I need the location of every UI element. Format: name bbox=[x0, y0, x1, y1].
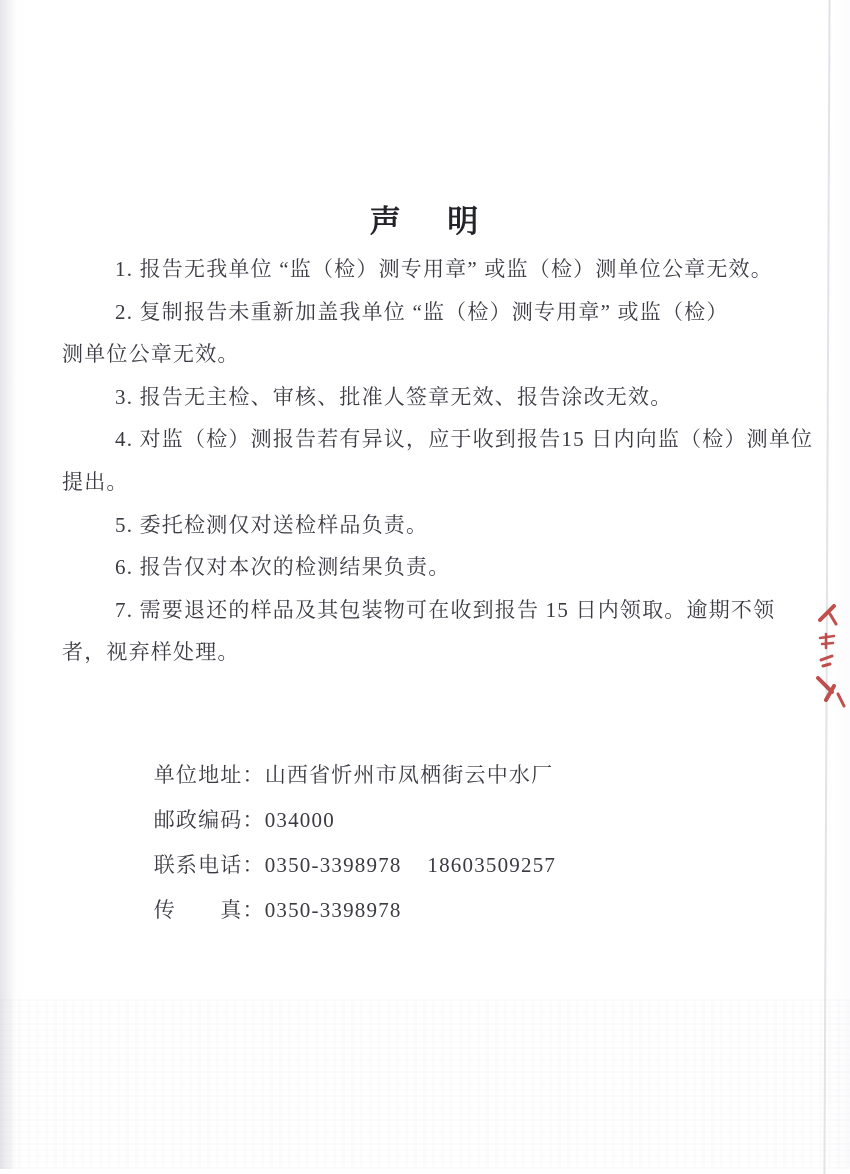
declaration-item-3: 3. 报告无主检、审核、批准人签章无效、报告涂改无效。 bbox=[115, 384, 673, 409]
declaration-item-2-cont: 测单位公章无效。 bbox=[62, 342, 240, 367]
scan-left-shadow bbox=[0, 0, 16, 1169]
contact-info bbox=[115, 708, 557, 922]
fax-label: 传 真： bbox=[153, 898, 265, 922]
address-label: 单位地址： bbox=[153, 763, 265, 787]
declaration-item-6: 6. 报告仅对本次的检测结果负责。 bbox=[115, 555, 451, 580]
declaration-item-5: 5. 委托检测仅对送检样品负责。 bbox=[115, 512, 429, 537]
declaration-item-7-cont: 者，视弃样处理。 bbox=[62, 640, 240, 665]
paper-edge-line bbox=[823, 0, 830, 1174]
declaration-item-7: 7. 需要退还的样品及其包装物可在收到报告 15 日内领取。逾期不领 bbox=[115, 597, 776, 622]
declaration-item-4: 4. 对监（检）测报告若有异议，应于收到报告15 日内向监（检）测单位 bbox=[115, 427, 814, 452]
fax-value: 0350-3398978 bbox=[264, 898, 402, 922]
phone-label: 联系电话： bbox=[153, 853, 265, 877]
declaration-body bbox=[62, 248, 814, 674]
page-title: 声 明 bbox=[369, 204, 481, 239]
declaration-item-4-cont: 提出。 bbox=[62, 469, 129, 494]
declaration-item-2: 2. 复制报告未重新加盖我单位 “监（检）测专用章” 或监（检） bbox=[115, 299, 729, 324]
address-value: 山西省忻州市凤栖街云中水厂 bbox=[264, 763, 554, 787]
postcode-label: 邮政编码： bbox=[153, 808, 265, 832]
declaration-item-1: 1. 报告无我单位 “监（检）测专用章” 或监（检）测单位公章无效。 bbox=[115, 257, 773, 281]
postcode-value: 034000 bbox=[264, 808, 335, 832]
contact-address-row bbox=[115, 708, 556, 787]
scan-noise bbox=[0, 999, 850, 1169]
phone-value: 0350-3398978 18603509257 bbox=[264, 853, 557, 877]
red-seal-fragment-icon bbox=[806, 598, 850, 716]
